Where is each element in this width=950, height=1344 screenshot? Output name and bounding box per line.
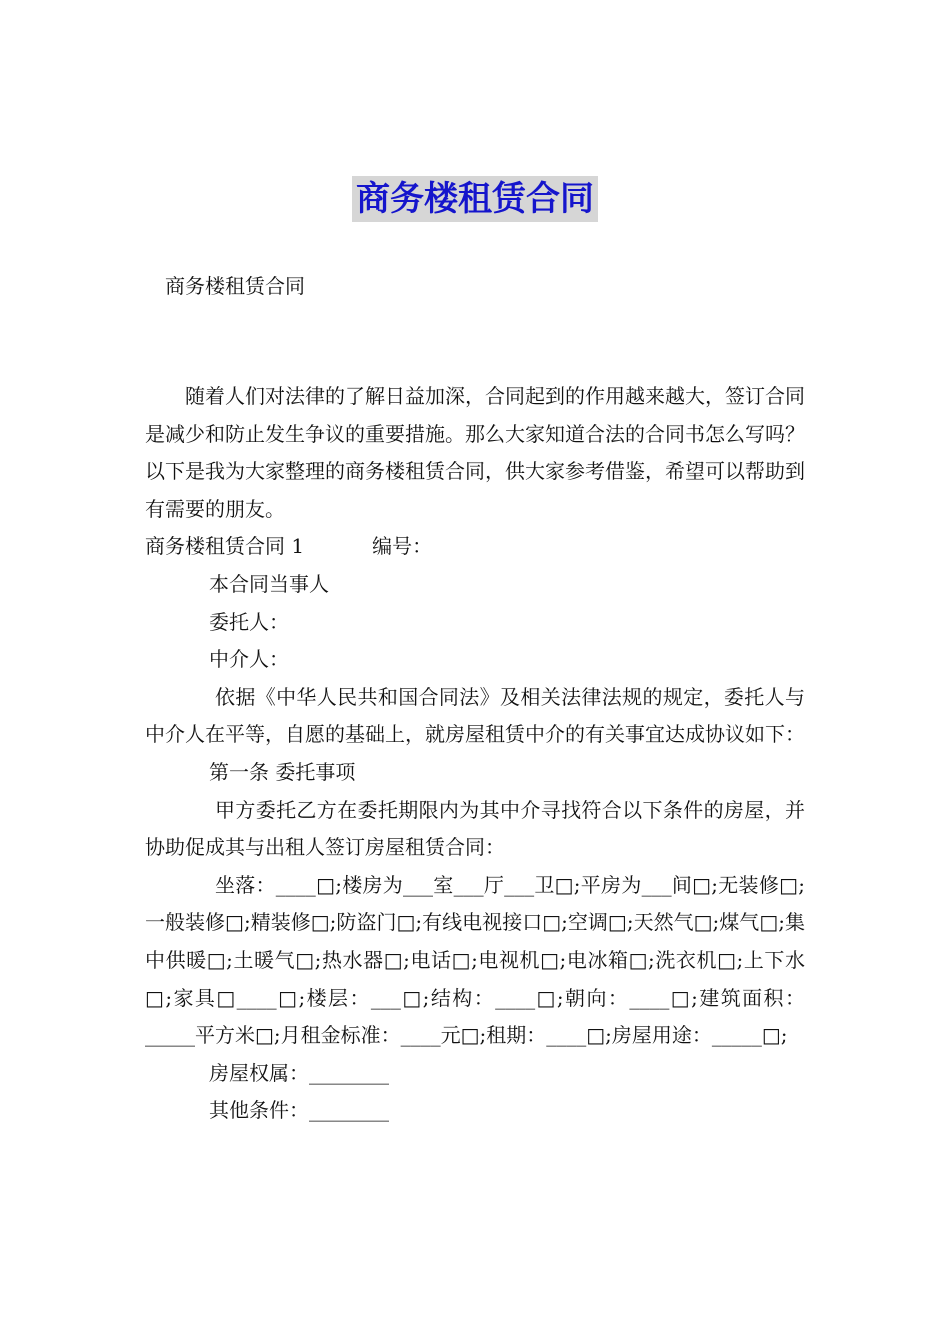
- document-body: [145, 378, 805, 1130]
- basis-paragraph: 依据《中华人民共和国合同法》及相关法律法规的规定，委托人与中介人在平等，自愿的基础上，就房屋租赁中介的有关事宜达成协议如下：: [145, 684, 805, 747]
- document-title: 商务楼租赁合同: [352, 176, 598, 222]
- ownership-line: 房屋权属：________: [209, 1060, 389, 1085]
- article1-text: 甲方委托乙方在委托期限内为其中介寻找符合以下条件的房屋，并协助促成其与出租人签订房屋租赁合同：: [145, 797, 805, 860]
- principal-label: 委托人：: [209, 609, 289, 634]
- intro-paragraph: 随着人们对法律的了解日益加深，合同起到的作用越来越大，签订合同是减少和防止发生争议的重要措施。那么大家知道合法的合同书怎么写吗？以下是我为大家整理的商务楼租赁合同，供大家参考借鉴，希望可以帮助到有需要的朋友。: [145, 384, 805, 521]
- document-subtitle: 商务楼租赁合同: [165, 274, 305, 298]
- parties-heading: 本合同当事人: [209, 571, 329, 596]
- other-conditions-line: 其他条件：________: [209, 1098, 389, 1123]
- article1-title: 第一条 委托事项: [209, 759, 356, 784]
- conditions-paragraph: 坐落：____□;楼房为___室___厅___卫□;平房为___间□;无装修□;一般装修□;精装修□;防盗门□;有线电视接口□;空调□;天然气□;煤气□;集中供暖□;土暖气□;热水器□;电话□;电视机□;电冰箱□;洗衣机□;上下水□;家具□____□;楼层：___□;结构：____□;朝向：____□;建筑面积：_____平方米□;月租金标准：____元□;租期：____□;房屋用途：_____□;: [145, 872, 805, 1048]
- contract-heading-line: [145, 528, 805, 566]
- contract-heading: 商务楼租赁合同 1: [145, 534, 305, 559]
- intermediary-label: 中介人：: [209, 647, 289, 672]
- document-title-wrap: [0, 176, 950, 228]
- number-label: 编号：: [372, 534, 433, 559]
